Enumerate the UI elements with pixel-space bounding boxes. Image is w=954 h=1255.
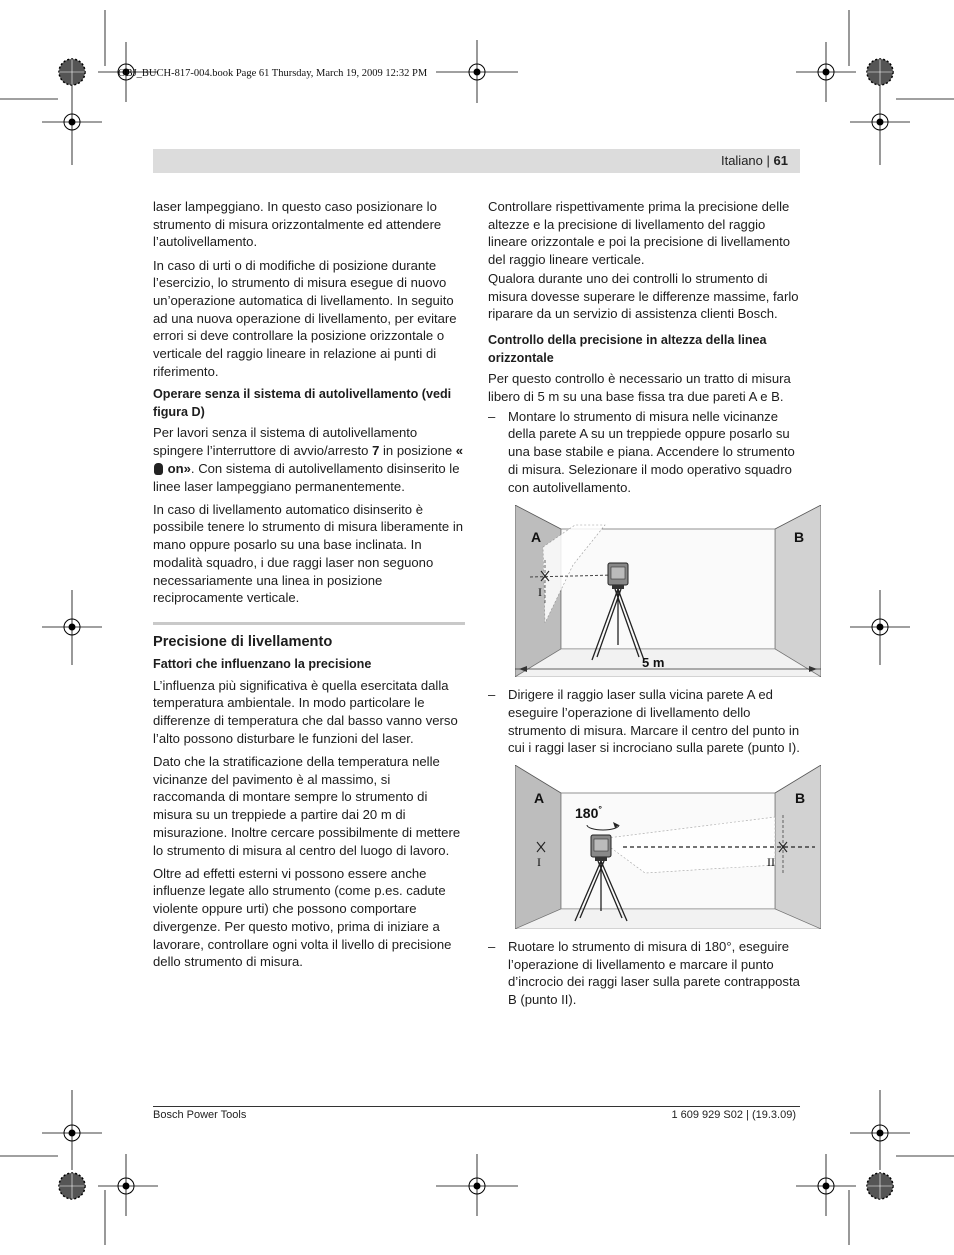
footer-doc-number: 1 609 929 S02 | (19.3.09) — [671, 1109, 796, 1121]
list-item: – Dirigere il raggio laser sulla vicina parete A ed eseguire l’operazione di livellamento dello strumento di misura. Marcare il centro del punto in cui i raggi laser si incrociano sulla parete (punto I). — [488, 687, 800, 756]
list-item: – Montare lo strumento di misura nelle vicinanze della parete A su un treppiede oppure posarlo su una base stabile e piana. Accendere lo strumento di misura. Selezionare il modo operativo squadro con autolivellamento. — [488, 408, 795, 495]
point-1-label: I — [538, 585, 542, 600]
wall-b-label: B — [795, 790, 806, 807]
left-column — [153, 198, 465, 976]
header-language: Italiano — [720, 153, 763, 168]
footer-brand: Bosch Power Tools — [153, 1109, 247, 1121]
page-header — [721, 153, 788, 168]
switch-lock-icon — [154, 463, 163, 475]
print-info: OBJ_BUCH-817-004.book Page 61 Thursday, March 19, 2009 12:32 PM — [118, 68, 428, 79]
paragraph: Per questo controllo è necessario un tratto di misura libero di 5 m su una base fissa tra due pareti A e B. — [488, 371, 791, 405]
figure-height-check-1 — [515, 505, 821, 677]
point-1-label: I — [537, 855, 541, 870]
paragraph: laser lampeggiano. In questo caso posizionare lo strumento di misura orizzontalmente ed attendere l’autolivellamento. — [153, 199, 442, 250]
header-separator: | — [766, 153, 770, 168]
figure-height-check-2 — [515, 765, 821, 929]
section-title: Precisione di livellamento — [153, 633, 333, 650]
section-heading: Operare senza il sistema di autolivellamento (vedi figura D) — [153, 387, 452, 419]
subsection-heading: Fattori che influenzano la precisione — [153, 656, 372, 671]
point-2-label: II — [767, 855, 775, 870]
paragraph: Dato che la stratificazione della temperatura nelle vicinanze del pavimento è al massimo, si raccomanda di montare sempre lo strumento di misura su un treppiede a partire dai 20 m di misurazione. Inoltre cercare possibilmente di mettere lo strumento di misura al centro del luogo di lavoro. — [153, 753, 461, 858]
wall-b-label: B — [794, 529, 805, 546]
paragraph: Controllare rispettivamente prima la precisione delle altezze e la precisione di livellamento del raggio lineare orizzontale e poi la precisione di livellamento del raggio lineare verticale. — [488, 199, 791, 268]
right-column — [488, 198, 806, 1014]
section-rule — [153, 622, 465, 625]
paragraph: Qualora durante uno dei controlli lo strumento di misura dovesse superare le differenze massime, farlo riparare da un servizio di assistenza clienti Bosch. — [488, 270, 799, 322]
rotation-label: 180° — [575, 804, 602, 822]
list-item: – Ruotare lo strumento di misura di 180°, eseguire l’operazione di livellamento e marcare il punto d’incrocio dei raggi laser sulla parete contrapposta B (punto II). — [488, 939, 800, 1008]
paragraph: L’influenza più significativa è quella esercitata dalla temperatura ambientale. In modo particolare le differenze di temperatura che dal basso vanno verso l’alto possono disturbare le funzioni del laser. — [153, 677, 458, 746]
paragraph: Oltre ad effetti esterni vi possono essere anche influenze legate allo strumento (come p.es. cadute violente oppure urti) che possono comportare divergenze. Per questo motivo, prima di iniziare a lavorare, controllare ogni volta il livello di precisione dello strumento di misura. — [153, 865, 452, 970]
page-number: 61 — [773, 153, 788, 168]
page-header-bar — [153, 149, 800, 173]
paragraph: In caso di urti o di modifiche di posizione durante l’esercizio, lo strumento di misura esegue di nuovo un’operazione automatica di livellamento. In seguito ad una nuova operazione di livellamento, per evitare errori si deve controllare la posizione orizzontale o verticale del raggio lineare in relazione ai punti di riferimento. — [153, 257, 457, 379]
wall-a-label: A — [534, 790, 545, 807]
paragraph: In caso di livellamento automatico disinserito è possibile tenere lo strumento di misura liberamente in mano oppure posarlo su una base inclinata. In modalità squadro, i due raggi laser non seguono necessariamente una linea in posizione reciprocamente verticale. — [153, 501, 464, 606]
footer-rule — [153, 1106, 800, 1107]
paragraph: Per lavori senza il sistema di autolivellamento spingere l’interruttore di avvio/arresto 7 in posizione « on». Con sistema di autolivellamento disinserito le linee laser lampeggiano permanentemente. — [153, 425, 464, 494]
distance-label: 5 m — [642, 655, 665, 671]
wall-a-label: A — [531, 529, 542, 546]
section-heading: Controllo della precisione in altezza della linea orizzontale — [488, 332, 767, 365]
